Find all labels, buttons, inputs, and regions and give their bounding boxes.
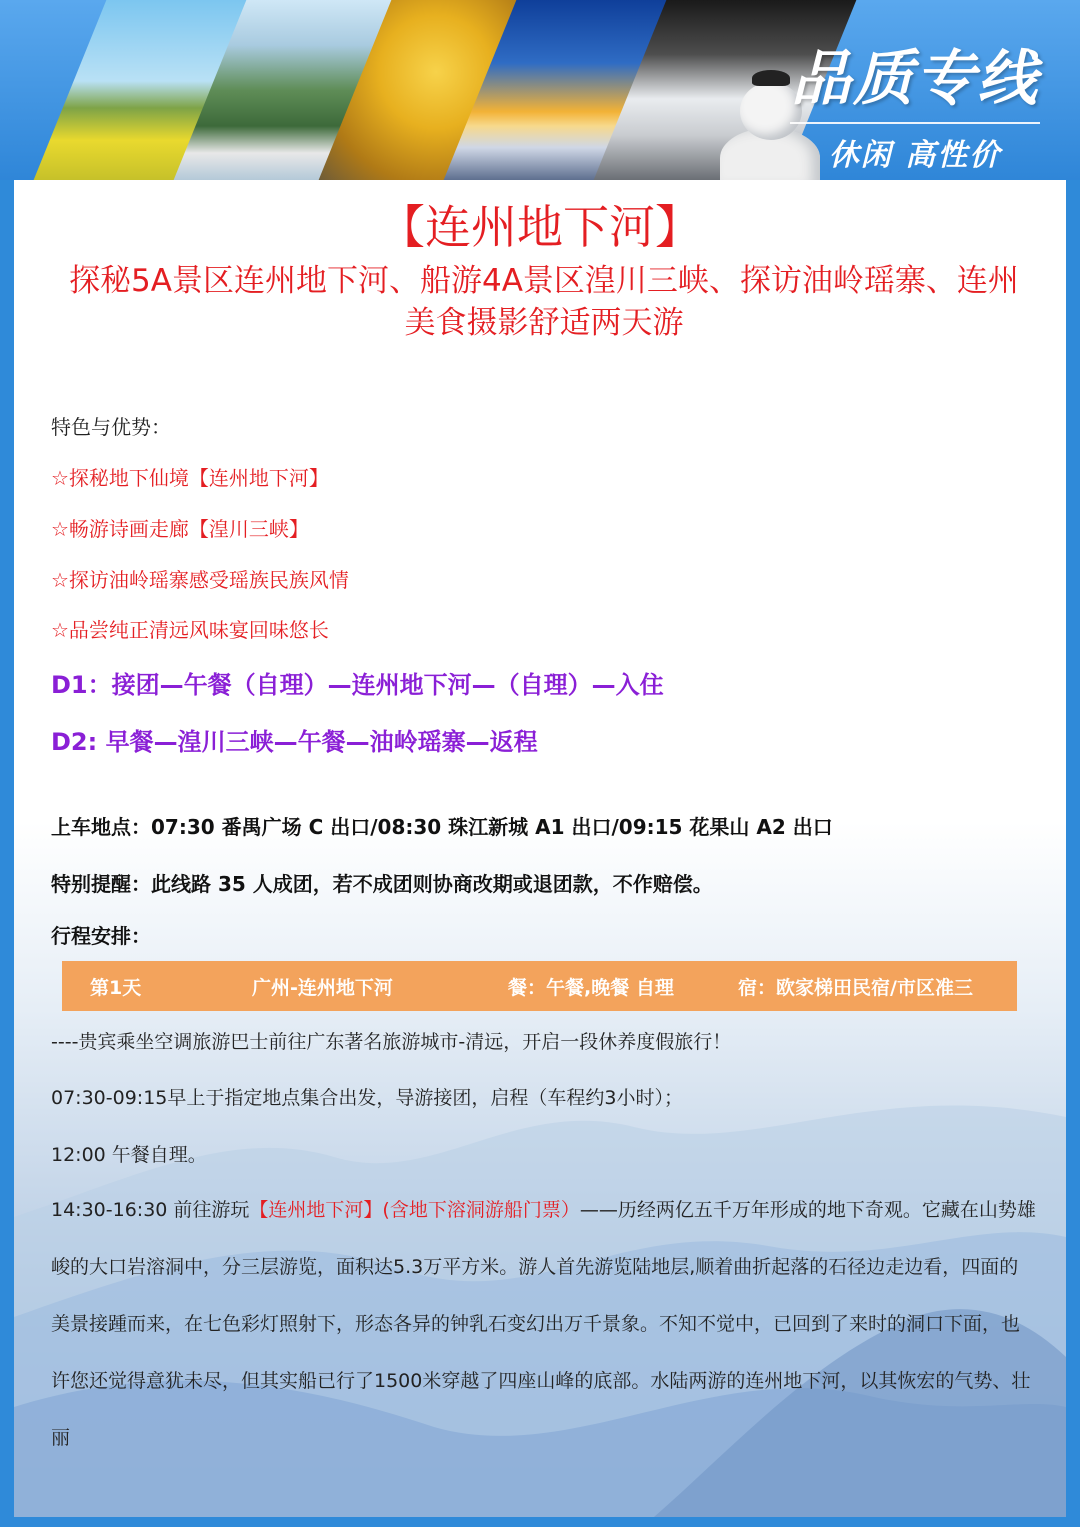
feature-item: ☆探访油岭瑶寨感受瑶族民族风情 [51, 568, 349, 592]
features-heading: 特色与优势： [51, 415, 171, 439]
feature-item: ☆畅游诗画走廊【湟川三峡】 [51, 517, 309, 541]
header-banner [0, 0, 1080, 180]
feature-item: ☆探秘地下仙境【连州地下河】 [51, 466, 329, 490]
itinerary-line: ----贵宾乘坐空调旅游巴士前往广东著名旅游城市-清远，开启一段休养度假旅行！ [51, 1031, 732, 1053]
day-route: 广州-连州地下河 [252, 977, 393, 999]
brand-divider [790, 122, 1040, 124]
route-day1: D1：接团—午餐（自理）—连州地下河—（自理）—入住 [51, 671, 664, 699]
itinerary-line: 12:00 午餐自理。 [51, 1144, 207, 1166]
brand-subtitle: 休闲 高性价 [828, 138, 1002, 173]
itinerary-line: 07:30-09:15早上于指定地点集合出发，导游接团，启程（车程约3小时）； [51, 1087, 683, 1109]
itinerary-description: ——历经两亿五千万年形成的地下奇观。它藏在山势雄峻的大口岩溶洞中，分三层游览，面积达5.3万平方米。游人首先游览陆地层,顺着曲折起落的石径边走边看，四面的美景接踵而来，在七色彩灯照射下，形态各异的钟乳石变幻出万千景象。不知不觉中，已回到了来时的洞口下面，也许您还觉得意犹未尽，但其实船已行了1500米穿越了四座山峰的底部。水陆两游的连州地下河，以其恢宏的气势、壮丽 [51, 1199, 1036, 1449]
feature-item: ☆品尝纯正清远风味宴回味悠长 [51, 618, 329, 642]
content-panel [14, 180, 1066, 1517]
itinerary-time: 14:30-16:30 前往游玩 [51, 1199, 250, 1221]
special-reminder: 特别提醒：此线路 35 人成团，若不成团则协商改期或退团款，不作赔偿。 [51, 872, 713, 896]
page-title: 【连州地下河】 [379, 200, 701, 254]
itinerary-highlight: 【连州地下河】(含地下溶洞游船门票） [249, 1199, 580, 1221]
brand-box [770, 40, 1060, 173]
day-stay: 宿：欧家梯田民宿/市区准三 [738, 977, 973, 999]
brand-title: 品质专线 [791, 44, 1039, 114]
day-label: 第1天 [90, 977, 142, 999]
pickup-location: 上车地点：07:30 番禺广场 C 出口/08:30 珠江新城 A1 出口/09:15 花果山 A2 出口 [51, 815, 833, 839]
day-meals: 餐：午餐,晚餐 自理 [508, 977, 674, 999]
route-day2: D2: 早餐—湟川三峡—午餐—油岭瑶寨—返程 [51, 728, 538, 756]
itinerary-paragraph [51, 1182, 1036, 1467]
page-subtitle: 探秘5A景区连州地下河、船游4A景区湟川三峡、探访油岭瑶寨、连州美食摄影舒适两天游 [69, 263, 1019, 341]
day-header-bar [62, 961, 1017, 1011]
schedule-heading: 行程安排： [51, 924, 151, 948]
